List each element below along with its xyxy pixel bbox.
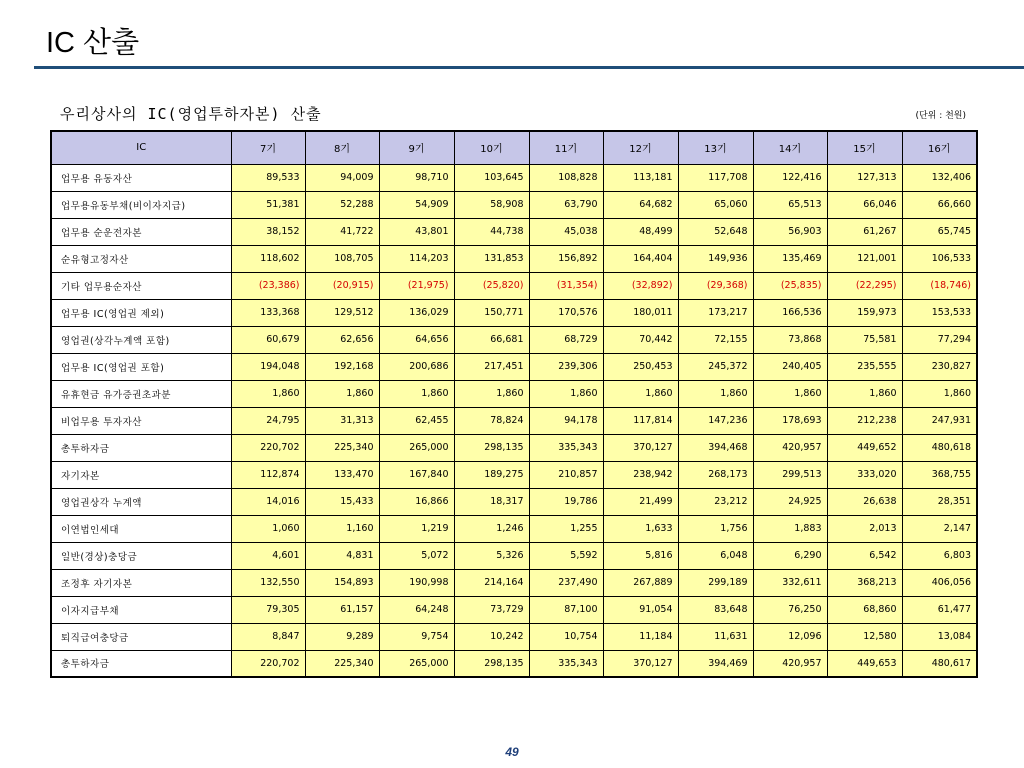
value-cell: 108,705 bbox=[305, 245, 379, 272]
value-cell: 94,178 bbox=[529, 407, 603, 434]
value-cell: 5,326 bbox=[454, 542, 529, 569]
value-cell: 1,255 bbox=[529, 515, 603, 542]
value-cell: (29,368) bbox=[678, 272, 753, 299]
value-cell: 1,860 bbox=[603, 380, 678, 407]
value-cell: 9,754 bbox=[379, 623, 454, 650]
value-cell: 60,679 bbox=[231, 326, 305, 353]
value-cell: 370,127 bbox=[603, 434, 678, 461]
value-cell: 154,893 bbox=[305, 569, 379, 596]
value-cell: 65,513 bbox=[753, 191, 827, 218]
value-cell: 118,602 bbox=[231, 245, 305, 272]
table-row bbox=[51, 650, 977, 677]
value-cell: 16,866 bbox=[379, 488, 454, 515]
row-label: 기타 업무용순자산 bbox=[51, 272, 231, 299]
value-cell: 98,710 bbox=[379, 164, 454, 191]
value-cell: 38,152 bbox=[231, 218, 305, 245]
value-cell: 1,860 bbox=[231, 380, 305, 407]
value-cell: 237,490 bbox=[529, 569, 603, 596]
value-cell: 31,313 bbox=[305, 407, 379, 434]
value-cell: 64,682 bbox=[603, 191, 678, 218]
column-header: 13기 bbox=[678, 131, 753, 164]
value-cell: 268,173 bbox=[678, 461, 753, 488]
value-cell: 5,816 bbox=[603, 542, 678, 569]
value-cell: 1,219 bbox=[379, 515, 454, 542]
value-cell: 133,368 bbox=[231, 299, 305, 326]
value-cell: 12,096 bbox=[753, 623, 827, 650]
value-cell: 66,660 bbox=[902, 191, 977, 218]
table-row bbox=[51, 245, 977, 272]
value-cell: 368,213 bbox=[827, 569, 902, 596]
value-cell: 449,653 bbox=[827, 650, 902, 677]
value-cell: 87,100 bbox=[529, 596, 603, 623]
table-title: 우리상사의 IC(영업투하자본) 산출 bbox=[60, 105, 322, 123]
value-cell: 1,883 bbox=[753, 515, 827, 542]
value-cell: 106,533 bbox=[902, 245, 977, 272]
value-cell: 2,013 bbox=[827, 515, 902, 542]
value-cell: 150,771 bbox=[454, 299, 529, 326]
value-cell: 394,468 bbox=[678, 434, 753, 461]
value-cell: 1,860 bbox=[454, 380, 529, 407]
value-cell: 420,957 bbox=[753, 434, 827, 461]
value-cell: 89,533 bbox=[231, 164, 305, 191]
value-cell: 298,135 bbox=[454, 434, 529, 461]
value-cell: 70,442 bbox=[603, 326, 678, 353]
value-cell: 1,160 bbox=[305, 515, 379, 542]
value-cell: 10,754 bbox=[529, 623, 603, 650]
value-cell: 159,973 bbox=[827, 299, 902, 326]
value-cell: 103,645 bbox=[454, 164, 529, 191]
value-cell: 65,745 bbox=[902, 218, 977, 245]
value-cell: 56,903 bbox=[753, 218, 827, 245]
title-divider bbox=[34, 66, 1024, 69]
value-cell: 200,686 bbox=[379, 353, 454, 380]
value-cell: 5,072 bbox=[379, 542, 454, 569]
table-row bbox=[51, 272, 977, 299]
value-cell: 12,580 bbox=[827, 623, 902, 650]
value-cell: 61,477 bbox=[902, 596, 977, 623]
value-cell: 24,925 bbox=[753, 488, 827, 515]
value-cell: 24,795 bbox=[231, 407, 305, 434]
value-cell: 1,860 bbox=[529, 380, 603, 407]
value-cell: 5,592 bbox=[529, 542, 603, 569]
value-cell: 62,455 bbox=[379, 407, 454, 434]
row-label: 업무용 순운전자본 bbox=[51, 218, 231, 245]
column-header: 10기 bbox=[454, 131, 529, 164]
value-cell: 265,000 bbox=[379, 650, 454, 677]
value-cell: 1,860 bbox=[305, 380, 379, 407]
column-header: IC bbox=[51, 131, 231, 164]
value-cell: 64,656 bbox=[379, 326, 454, 353]
table-row bbox=[51, 542, 977, 569]
value-cell: 113,181 bbox=[603, 164, 678, 191]
value-cell: 449,652 bbox=[827, 434, 902, 461]
value-cell: 136,029 bbox=[379, 299, 454, 326]
value-cell: 66,681 bbox=[454, 326, 529, 353]
value-cell: 127,313 bbox=[827, 164, 902, 191]
value-cell: 267,889 bbox=[603, 569, 678, 596]
value-cell: 173,217 bbox=[678, 299, 753, 326]
table-row bbox=[51, 218, 977, 245]
value-cell: 153,533 bbox=[902, 299, 977, 326]
value-cell: 58,908 bbox=[454, 191, 529, 218]
value-cell: 1,860 bbox=[827, 380, 902, 407]
table-row bbox=[51, 434, 977, 461]
table-row bbox=[51, 569, 977, 596]
table-row bbox=[51, 299, 977, 326]
value-cell: 2,147 bbox=[902, 515, 977, 542]
table-row bbox=[51, 596, 977, 623]
value-cell: 61,267 bbox=[827, 218, 902, 245]
value-cell: 368,755 bbox=[902, 461, 977, 488]
table-row bbox=[51, 191, 977, 218]
row-label: 퇴직급여충당금 bbox=[51, 623, 231, 650]
value-cell: 1,860 bbox=[678, 380, 753, 407]
value-cell: 1,633 bbox=[603, 515, 678, 542]
value-cell: 240,405 bbox=[753, 353, 827, 380]
value-cell: 245,372 bbox=[678, 353, 753, 380]
value-cell: 61,157 bbox=[305, 596, 379, 623]
value-cell: 52,648 bbox=[678, 218, 753, 245]
row-label: 영업권(상각누계액 포함) bbox=[51, 326, 231, 353]
value-cell: 11,631 bbox=[678, 623, 753, 650]
value-cell: 91,054 bbox=[603, 596, 678, 623]
value-cell: 4,831 bbox=[305, 542, 379, 569]
value-cell: 239,306 bbox=[529, 353, 603, 380]
value-cell: 94,009 bbox=[305, 164, 379, 191]
value-cell: 178,693 bbox=[753, 407, 827, 434]
table-row bbox=[51, 164, 977, 191]
value-cell: 133,470 bbox=[305, 461, 379, 488]
value-cell: 220,702 bbox=[231, 650, 305, 677]
value-cell: 1,860 bbox=[379, 380, 454, 407]
value-cell: 131,853 bbox=[454, 245, 529, 272]
unit-note: (단위 : 천원) bbox=[915, 111, 966, 121]
value-cell: 117,708 bbox=[678, 164, 753, 191]
value-cell: 52,288 bbox=[305, 191, 379, 218]
column-header: 11기 bbox=[529, 131, 603, 164]
value-cell: (21,975) bbox=[379, 272, 454, 299]
value-cell: (18,746) bbox=[902, 272, 977, 299]
value-cell: 23,212 bbox=[678, 488, 753, 515]
value-cell: 6,803 bbox=[902, 542, 977, 569]
value-cell: 62,656 bbox=[305, 326, 379, 353]
value-cell: 77,294 bbox=[902, 326, 977, 353]
value-cell: 117,814 bbox=[603, 407, 678, 434]
value-cell: 44,738 bbox=[454, 218, 529, 245]
value-cell: 66,046 bbox=[827, 191, 902, 218]
value-cell: 480,618 bbox=[902, 434, 977, 461]
value-cell: (32,892) bbox=[603, 272, 678, 299]
value-cell: 217,451 bbox=[454, 353, 529, 380]
value-cell: 332,611 bbox=[753, 569, 827, 596]
table-row bbox=[51, 623, 977, 650]
value-cell: 265,000 bbox=[379, 434, 454, 461]
value-cell: 9,289 bbox=[305, 623, 379, 650]
value-cell: 45,038 bbox=[529, 218, 603, 245]
value-cell: 394,469 bbox=[678, 650, 753, 677]
row-label: 순유형고정자산 bbox=[51, 245, 231, 272]
value-cell: 6,542 bbox=[827, 542, 902, 569]
value-cell: 21,499 bbox=[603, 488, 678, 515]
value-cell: (31,354) bbox=[529, 272, 603, 299]
value-cell: 194,048 bbox=[231, 353, 305, 380]
slide-title: IC 산출 bbox=[46, 27, 140, 59]
row-label: 비업무용 투자자산 bbox=[51, 407, 231, 434]
table-row bbox=[51, 461, 977, 488]
value-cell: 73,729 bbox=[454, 596, 529, 623]
row-label: 이연법인세대 bbox=[51, 515, 231, 542]
value-cell: 235,555 bbox=[827, 353, 902, 380]
value-cell: 189,275 bbox=[454, 461, 529, 488]
value-cell: 68,860 bbox=[827, 596, 902, 623]
value-cell: 225,340 bbox=[305, 434, 379, 461]
value-cell: 11,184 bbox=[603, 623, 678, 650]
value-cell: 225,340 bbox=[305, 650, 379, 677]
column-header: 12기 bbox=[603, 131, 678, 164]
value-cell: 43,801 bbox=[379, 218, 454, 245]
value-cell: 63,790 bbox=[529, 191, 603, 218]
value-cell: 192,168 bbox=[305, 353, 379, 380]
value-cell: 238,942 bbox=[603, 461, 678, 488]
value-cell: (20,915) bbox=[305, 272, 379, 299]
value-cell: 333,020 bbox=[827, 461, 902, 488]
value-cell: 10,242 bbox=[454, 623, 529, 650]
value-cell: 76,250 bbox=[753, 596, 827, 623]
row-label: 조정후 자기자본 bbox=[51, 569, 231, 596]
value-cell: 13,084 bbox=[902, 623, 977, 650]
value-cell: 135,469 bbox=[753, 245, 827, 272]
value-cell: 8,847 bbox=[231, 623, 305, 650]
column-header: 15기 bbox=[827, 131, 902, 164]
row-label: 영업권상각 누계액 bbox=[51, 488, 231, 515]
value-cell: 335,343 bbox=[529, 434, 603, 461]
value-cell: 170,576 bbox=[529, 299, 603, 326]
column-header: 9기 bbox=[379, 131, 454, 164]
value-cell: 41,722 bbox=[305, 218, 379, 245]
value-cell: 72,155 bbox=[678, 326, 753, 353]
value-cell: 65,060 bbox=[678, 191, 753, 218]
value-cell: 220,702 bbox=[231, 434, 305, 461]
table-row bbox=[51, 326, 977, 353]
value-cell: 132,406 bbox=[902, 164, 977, 191]
value-cell: 129,512 bbox=[305, 299, 379, 326]
value-cell: 247,931 bbox=[902, 407, 977, 434]
value-cell: 121,001 bbox=[827, 245, 902, 272]
value-cell: (23,386) bbox=[231, 272, 305, 299]
column-header: 14기 bbox=[753, 131, 827, 164]
table-row bbox=[51, 353, 977, 380]
row-label: 총투하자금 bbox=[51, 650, 231, 677]
value-cell: 75,581 bbox=[827, 326, 902, 353]
value-cell: 1,060 bbox=[231, 515, 305, 542]
table-row bbox=[51, 515, 977, 542]
value-cell: 1,860 bbox=[753, 380, 827, 407]
value-cell: 230,827 bbox=[902, 353, 977, 380]
value-cell: 78,824 bbox=[454, 407, 529, 434]
value-cell: 149,936 bbox=[678, 245, 753, 272]
value-cell: 335,343 bbox=[529, 650, 603, 677]
value-cell: 1,246 bbox=[454, 515, 529, 542]
value-cell: 214,164 bbox=[454, 569, 529, 596]
value-cell: 167,840 bbox=[379, 461, 454, 488]
value-cell: 299,513 bbox=[753, 461, 827, 488]
value-cell: 64,248 bbox=[379, 596, 454, 623]
row-label: 총투하자금 bbox=[51, 434, 231, 461]
row-label: 업무용 IC(영업권 포함) bbox=[51, 353, 231, 380]
value-cell: 19,786 bbox=[529, 488, 603, 515]
value-cell: 164,404 bbox=[603, 245, 678, 272]
row-label: 유휴현금 유가증권초과분 bbox=[51, 380, 231, 407]
value-cell: 26,638 bbox=[827, 488, 902, 515]
value-cell: 6,048 bbox=[678, 542, 753, 569]
row-label: 일반(경상)충당금 bbox=[51, 542, 231, 569]
value-cell: 4,601 bbox=[231, 542, 305, 569]
value-cell: 112,874 bbox=[231, 461, 305, 488]
value-cell: 79,305 bbox=[231, 596, 305, 623]
value-cell: 420,957 bbox=[753, 650, 827, 677]
value-cell: (25,820) bbox=[454, 272, 529, 299]
value-cell: 83,648 bbox=[678, 596, 753, 623]
value-cell: 212,238 bbox=[827, 407, 902, 434]
value-cell: 68,729 bbox=[529, 326, 603, 353]
value-cell: 370,127 bbox=[603, 650, 678, 677]
value-cell: 299,189 bbox=[678, 569, 753, 596]
value-cell: 114,203 bbox=[379, 245, 454, 272]
row-label: 업무용 유동자산 bbox=[51, 164, 231, 191]
table-header-row bbox=[51, 131, 977, 164]
value-cell: 122,416 bbox=[753, 164, 827, 191]
table-row bbox=[51, 407, 977, 434]
value-cell: 51,381 bbox=[231, 191, 305, 218]
value-cell: 298,135 bbox=[454, 650, 529, 677]
value-cell: (22,295) bbox=[827, 272, 902, 299]
value-cell: 1,860 bbox=[902, 380, 977, 407]
value-cell: 156,892 bbox=[529, 245, 603, 272]
value-cell: 18,317 bbox=[454, 488, 529, 515]
table-row bbox=[51, 488, 977, 515]
value-cell: 180,011 bbox=[603, 299, 678, 326]
row-label: 자기자본 bbox=[51, 461, 231, 488]
value-cell: (25,835) bbox=[753, 272, 827, 299]
value-cell: 190,998 bbox=[379, 569, 454, 596]
value-cell: 147,236 bbox=[678, 407, 753, 434]
row-label: 업무용유동부채(비이자지급) bbox=[51, 191, 231, 218]
table-body bbox=[51, 164, 977, 677]
row-label: 이자지급부채 bbox=[51, 596, 231, 623]
row-label: 업무용 IC(영업권 제외) bbox=[51, 299, 231, 326]
value-cell: 480,617 bbox=[902, 650, 977, 677]
value-cell: 6,290 bbox=[753, 542, 827, 569]
value-cell: 108,828 bbox=[529, 164, 603, 191]
value-cell: 406,056 bbox=[902, 569, 977, 596]
value-cell: 54,909 bbox=[379, 191, 454, 218]
value-cell: 73,868 bbox=[753, 326, 827, 353]
column-header: 16기 bbox=[902, 131, 977, 164]
value-cell: 250,453 bbox=[603, 353, 678, 380]
value-cell: 132,550 bbox=[231, 569, 305, 596]
ic-table bbox=[50, 130, 978, 678]
value-cell: 210,857 bbox=[529, 461, 603, 488]
column-header: 7기 bbox=[231, 131, 305, 164]
page-number: 49 bbox=[505, 745, 519, 759]
value-cell: 28,351 bbox=[902, 488, 977, 515]
value-cell: 166,536 bbox=[753, 299, 827, 326]
table-row bbox=[51, 380, 977, 407]
value-cell: 48,499 bbox=[603, 218, 678, 245]
value-cell: 1,756 bbox=[678, 515, 753, 542]
value-cell: 15,433 bbox=[305, 488, 379, 515]
column-header: 8기 bbox=[305, 131, 379, 164]
value-cell: 14,016 bbox=[231, 488, 305, 515]
